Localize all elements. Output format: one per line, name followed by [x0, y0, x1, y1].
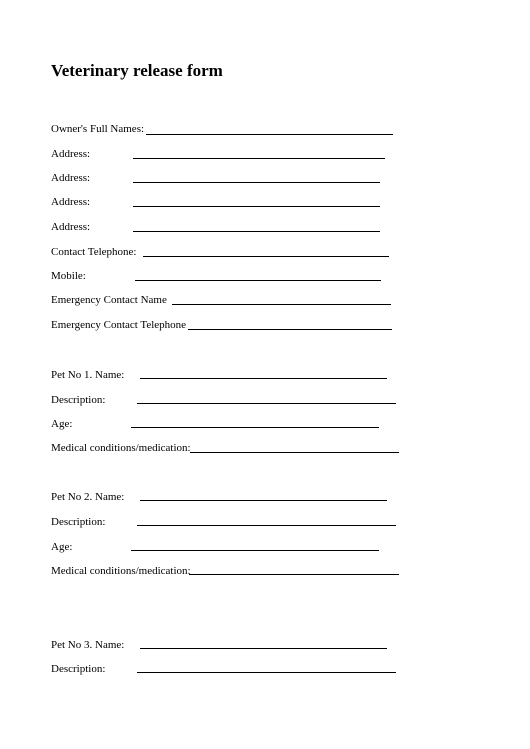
emergency-contact-telephone-label: Emergency Contact Telephone	[51, 319, 187, 331]
pet-2-age-label: Age:	[51, 541, 73, 553]
address-3-line[interactable]	[133, 206, 380, 207]
pet-1-age-line[interactable]	[131, 427, 379, 428]
address-2-line[interactable]	[133, 182, 380, 183]
pet-2-name-label: Pet No 2. Name:	[51, 491, 125, 503]
pet-3-name-line[interactable]	[140, 648, 387, 649]
emergency-contact-name-line[interactable]	[172, 304, 391, 305]
owner-full-names-line[interactable]	[146, 134, 393, 135]
emergency-contact-telephone-line[interactable]	[188, 329, 392, 330]
pet-1-medical-label: Medical conditions/medication:	[51, 442, 191, 454]
address-2-label: Address:	[51, 172, 91, 184]
page-title: Veterinary release form	[51, 61, 223, 80]
pet-1-age-label: Age:	[51, 418, 73, 430]
pet-1-description-line[interactable]	[137, 403, 396, 404]
pet-2-medical-label: Medical conditions/medication:	[51, 565, 191, 577]
pet-2-description-label: Description:	[51, 516, 106, 528]
pet-3-name-label: Pet No 3. Name:	[51, 639, 125, 651]
pet-3-description-line[interactable]	[137, 672, 396, 673]
pet-1-description-label: Description:	[51, 394, 106, 406]
pet-1-name-label: Pet No 1. Name:	[51, 369, 125, 381]
mobile-label: Mobile:	[51, 270, 86, 282]
pet-1-medical-line[interactable]	[190, 452, 399, 453]
owner-full-names-label: Owner's Full Names:	[51, 123, 145, 135]
address-1-line[interactable]	[133, 158, 385, 159]
contact-telephone-label: Contact Telephone:	[51, 246, 137, 258]
pet-2-medical-line[interactable]	[189, 574, 399, 575]
pet-3-description-label: Description:	[51, 663, 106, 675]
contact-telephone-line[interactable]	[143, 256, 389, 257]
emergency-contact-name-label: Emergency Contact Name	[51, 294, 167, 306]
pet-2-age-line[interactable]	[131, 550, 379, 551]
address-1-label: Address:	[51, 148, 91, 160]
pet-2-name-line[interactable]	[140, 500, 387, 501]
pet-1-name-line[interactable]	[140, 378, 387, 379]
pet-2-description-line[interactable]	[137, 525, 396, 526]
mobile-line[interactable]	[135, 280, 381, 281]
address-4-label: Address:	[51, 221, 91, 233]
address-3-label: Address:	[51, 196, 91, 208]
address-4-line[interactable]	[133, 231, 380, 232]
